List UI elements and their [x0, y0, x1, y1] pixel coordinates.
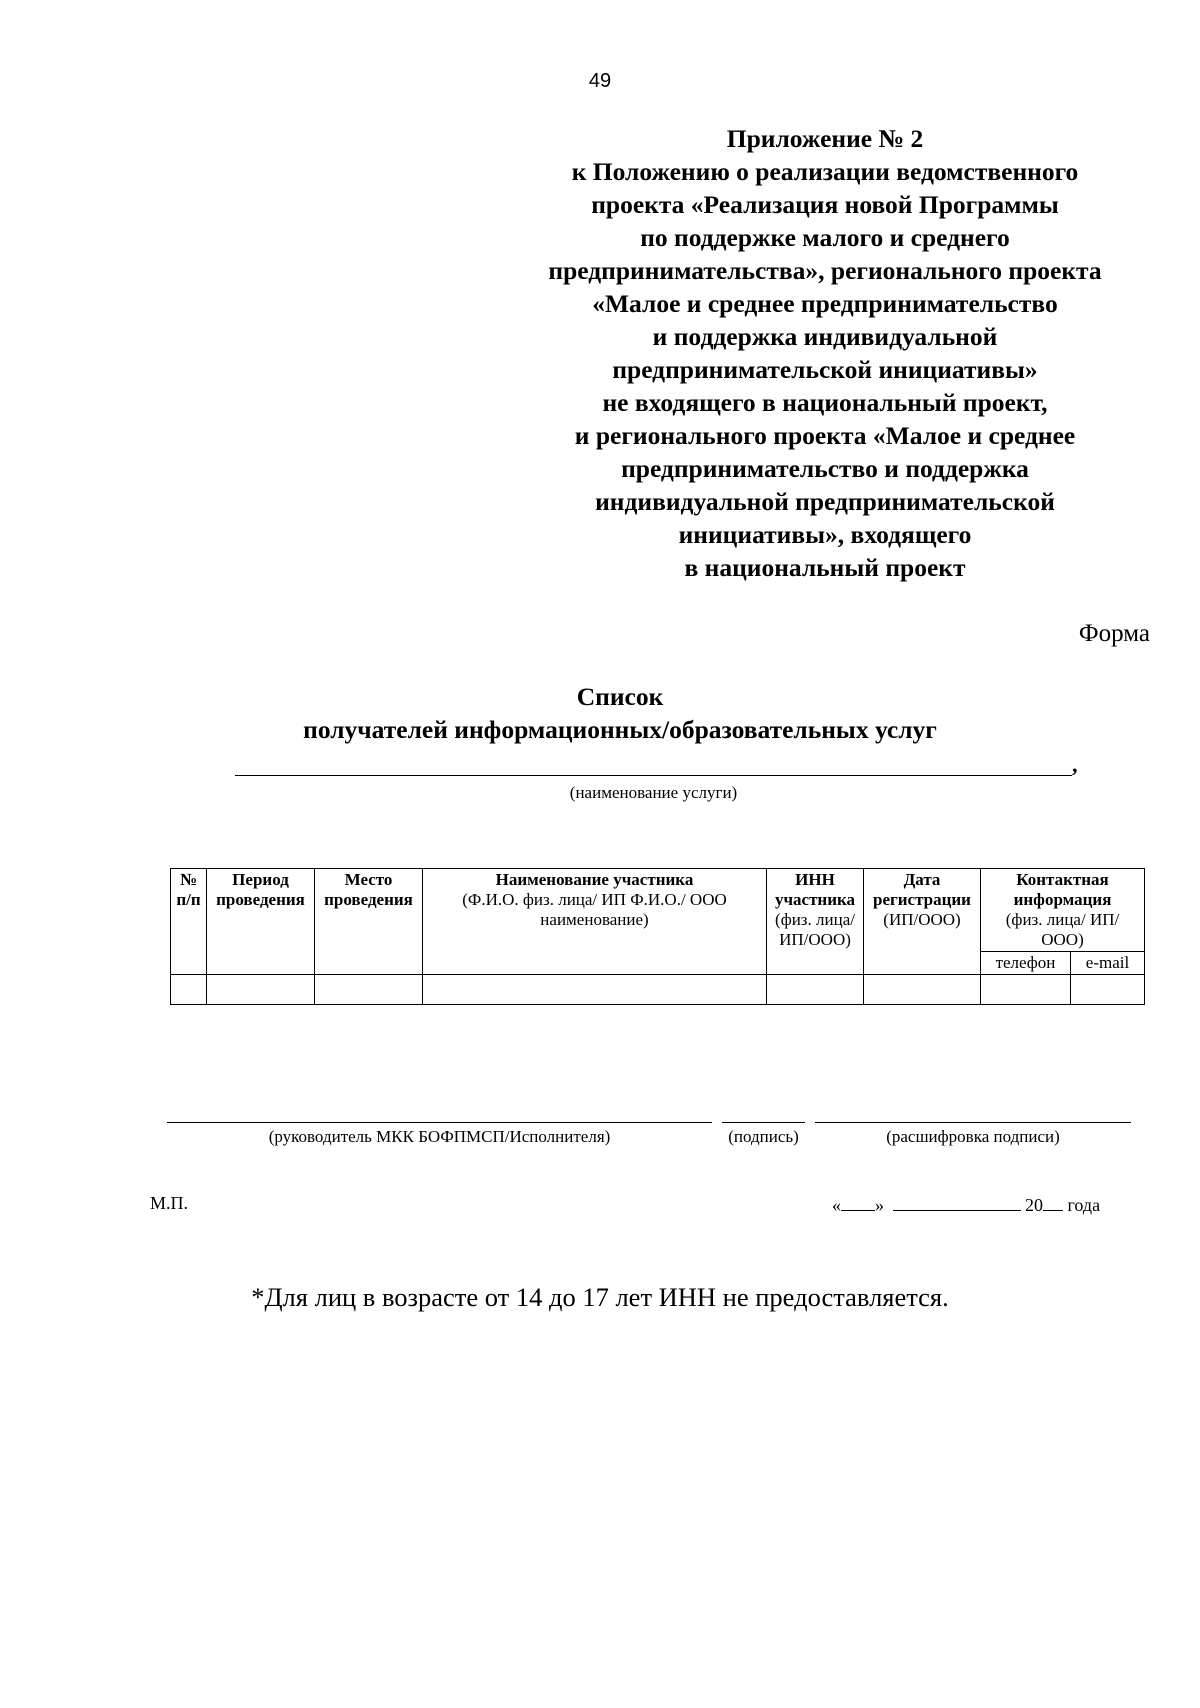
- head-signature-line: [167, 1122, 712, 1123]
- header-place-label: Место проведения: [324, 870, 413, 909]
- page-number: 49: [588, 70, 612, 92]
- header-num: [171, 869, 207, 975]
- head-signature-caption: (руководитель МКК БОФПМСП/Исполнителя): [268, 1127, 611, 1146]
- header-reg-date-note: (ИП/ООО): [883, 910, 961, 929]
- list-title: [200, 680, 1040, 746]
- date-open-quote: «: [832, 1195, 841, 1215]
- table-cell: [171, 975, 207, 1005]
- table-cell: [864, 975, 981, 1005]
- header-num-label: № п/п: [176, 870, 201, 909]
- form-label: Форма: [1078, 620, 1150, 647]
- appendix-line: Приложение № 2: [726, 124, 924, 153]
- month-blank: [893, 1193, 1021, 1211]
- signature-line: [722, 1122, 805, 1123]
- header-contact-label: Контактная информация: [1013, 870, 1112, 909]
- header-inn-label: ИНН участника: [774, 870, 856, 909]
- signature-decode-line: [815, 1122, 1131, 1123]
- header-period-label: Период проведения: [216, 870, 305, 909]
- header-period: [207, 869, 315, 975]
- appendix-line: инициативы», входящего: [678, 520, 972, 549]
- header-place: [315, 869, 423, 975]
- header-participant-label: Наименование участника: [495, 870, 694, 889]
- table-cell: [207, 975, 315, 1005]
- date-line: [832, 1193, 1100, 1216]
- appendix-line: предпринимательства», регионального проекта: [548, 256, 1102, 285]
- list-title-line2: получателей информационных/образовательных услуг: [303, 715, 937, 744]
- appendix-line: по поддержке малого и среднего: [640, 223, 1010, 252]
- appendix-line: индивидуальной предпринимательской: [595, 487, 1055, 516]
- appendix-line: и поддержка индивидуальной: [652, 322, 998, 351]
- header-reg-date-label: Дата регистрации: [873, 870, 971, 909]
- service-name-caption: (наименование услуги): [569, 783, 738, 802]
- recipients-table: [170, 868, 1145, 1005]
- stamp-place: М.П.: [150, 1193, 189, 1213]
- appendix-line: в национальный проект: [684, 553, 966, 582]
- appendix-line: и регионального проекта «Малое и среднее: [574, 421, 1076, 450]
- service-name-line: [235, 775, 1072, 776]
- list-title-line1: Список: [576, 682, 664, 711]
- header-inn-note: (физ. лица/ ИП/ООО): [775, 910, 855, 949]
- day-blank: [841, 1193, 875, 1211]
- table-cell: [981, 975, 1071, 1005]
- appendix-line: проекта «Реализация новой Программы: [591, 190, 1059, 219]
- appendix-line: предпринимательской инициативы»: [612, 355, 1038, 384]
- table-row: [171, 975, 1145, 1005]
- header-contact-note: (физ. лица/ ИП/ ООО): [1005, 910, 1120, 949]
- date-close-quote: »: [875, 1195, 884, 1215]
- header-contact: [981, 869, 1145, 952]
- service-name-comma: ,: [1072, 752, 1078, 777]
- table-cell: [1071, 975, 1145, 1005]
- appendix-line: к Положению о реализации ведомственного: [571, 157, 1079, 186]
- appendix-line: не входящего в национальный проект,: [602, 388, 1048, 417]
- table-cell: [423, 975, 767, 1005]
- appendix-line: предпринимательство и поддержка: [621, 454, 1029, 483]
- header-reg-date: [864, 869, 981, 975]
- appendix-line: «Малое и среднее предпринимательство: [592, 289, 1058, 318]
- appendix-heading: [505, 122, 1145, 584]
- footnote: *Для лиц в возрасте от 14 до 17 лет ИНН не предоставляется.: [251, 1282, 949, 1312]
- table-header-row: [171, 869, 1145, 952]
- header-participant-note: (Ф.И.О. физ. лица/ ИП Ф.И.О./ ООО наименование): [462, 890, 727, 929]
- table-cell: [315, 975, 423, 1005]
- header-inn: [767, 869, 864, 975]
- year-blank: [1043, 1193, 1063, 1211]
- year-prefix: 20: [1025, 1195, 1043, 1215]
- signature-decode-caption: (расшифровка подписи): [886, 1127, 1060, 1146]
- signature-caption: (подпись): [728, 1127, 799, 1146]
- year-suffix: года: [1067, 1195, 1101, 1215]
- header-participant: [423, 869, 767, 975]
- header-email: e-mail: [1071, 952, 1145, 975]
- table-cell: [767, 975, 864, 1005]
- header-phone: телефон: [981, 952, 1071, 975]
